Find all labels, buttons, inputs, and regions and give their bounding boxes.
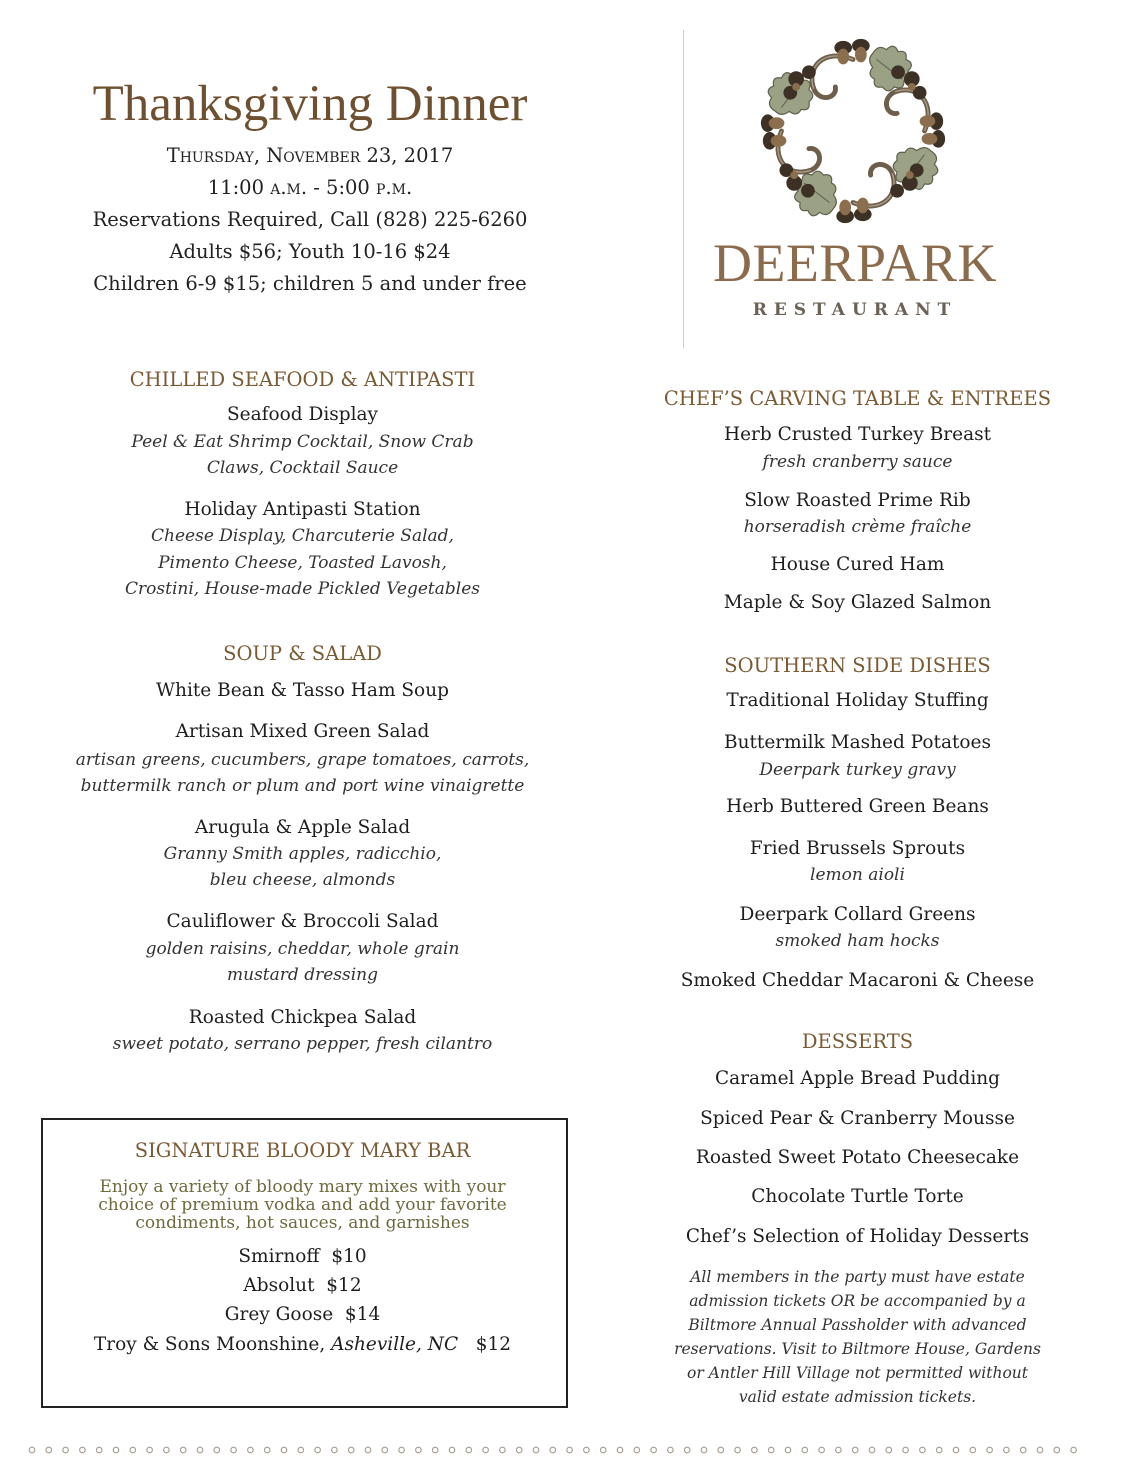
border-dot — [718, 1447, 724, 1453]
page-title: Thanksgiving Dinner — [92, 76, 528, 132]
menu-item: Deerpark Collard Greens — [739, 904, 976, 925]
drink-price: $12 — [326, 1275, 362, 1296]
border-dot — [1020, 1447, 1026, 1453]
menu-item: Roasted Sweet Potato Cheesecake — [695, 1147, 1020, 1168]
border-dot — [953, 1447, 959, 1453]
event-time: 11:00 a.m. - 5:00 p.m. — [207, 176, 413, 199]
border-dot — [785, 1447, 791, 1453]
border-dot — [248, 1447, 254, 1453]
menu-item: Herb Buttered Green Beans — [726, 796, 989, 817]
drink-name: Absolut — [243, 1275, 315, 1296]
drink-price-line — [40, 1273, 565, 1299]
drink-price: $14 — [344, 1304, 381, 1325]
menu-item: Traditional Holiday Stuffing — [726, 690, 989, 711]
border-dot — [869, 1447, 875, 1453]
border-dot — [886, 1447, 892, 1453]
border-dot — [500, 1447, 506, 1453]
border-dot — [147, 1447, 153, 1453]
menu-item-desc: buttermilk ranch or plum and port wine vinaigrette — [80, 776, 525, 796]
footnote-line: valid estate admission tickets. — [738, 1388, 977, 1406]
border-dot — [466, 1447, 472, 1453]
section-heading-soup-salad: SOUP & SALAD — [223, 642, 382, 665]
border-dot — [600, 1447, 606, 1453]
border-dot — [768, 1447, 774, 1453]
border-dot — [348, 1447, 354, 1453]
footnote-line: or Antler Hill Village not permitted without — [687, 1364, 1028, 1382]
border-dot — [365, 1447, 371, 1453]
child-pricing: Children 6-9 $15; children 5 and under free — [93, 272, 527, 295]
border-dot — [46, 1447, 52, 1453]
border-dot — [651, 1447, 657, 1453]
menu-item-desc: Cheese Display, Charcuterie Salad, — [151, 526, 454, 546]
restaurant-name: DEERPARK — [712, 233, 998, 293]
menu-item: Spiced Pear & Cranberry Mousse — [700, 1108, 1015, 1129]
menu-item: Herb Crusted Turkey Breast — [723, 424, 992, 445]
border-dot — [264, 1447, 270, 1453]
border-dot — [113, 1447, 119, 1453]
menu-item-desc: Granny Smith apples, radicchio, — [163, 844, 442, 864]
border-dot — [130, 1447, 136, 1453]
menu-item: Fried Brussels Sprouts — [749, 838, 966, 859]
menu-item-desc: horseradish crème fraîche — [743, 517, 972, 537]
border-dot — [1054, 1447, 1060, 1453]
menu-item: Buttermilk Mashed Potatoes — [723, 732, 991, 753]
menu-item-desc: fresh cranberry sauce — [762, 452, 953, 472]
menu-item: Seafood Display — [227, 404, 378, 425]
border-dot — [550, 1447, 556, 1453]
menu-item: Cauliflower & Broccoli Salad — [166, 911, 439, 932]
menu-item: Maple & Soy Glazed Salmon — [723, 592, 992, 613]
adult-pricing: Adults $56; Youth 10-16 $24 — [169, 240, 451, 263]
menu-item: Slow Roasted Prime Rib — [744, 490, 971, 511]
drink-name: Grey Goose — [224, 1304, 334, 1325]
drink-price: $12 — [475, 1334, 512, 1355]
menu-item: Roasted Chickpea Salad — [188, 1007, 417, 1028]
menu-item: Artisan Mixed Green Salad — [175, 721, 430, 742]
border-dot — [836, 1447, 842, 1453]
menu-item: Arugula & Apple Salad — [194, 817, 411, 838]
menu-item: Chocolate Turtle Torte — [751, 1186, 964, 1207]
border-dot — [1004, 1447, 1010, 1453]
border-dot — [483, 1447, 489, 1453]
border-dot — [936, 1447, 942, 1453]
border-dot — [584, 1447, 590, 1453]
border-dot — [634, 1447, 640, 1453]
border-dot — [617, 1447, 623, 1453]
menu-item-desc: Crostini, House-made Pickled Vegetables — [125, 579, 480, 599]
section-heading-sides: SOUTHERN SIDE DISHES — [724, 654, 991, 677]
border-dot — [668, 1447, 674, 1453]
menu-item-desc: Deerpark turkey gravy — [759, 760, 956, 780]
drink-price-line — [40, 1302, 565, 1328]
bar-intro-line: condiments, hot sauces, and garnishes — [135, 1213, 470, 1233]
menu-item: House Cured Ham — [770, 554, 945, 575]
section-heading-desserts: DESSERTS — [801, 1030, 914, 1053]
border-dot — [63, 1447, 69, 1453]
border-dot — [281, 1447, 287, 1453]
border-dot — [449, 1447, 455, 1453]
drink-price-line — [40, 1332, 565, 1358]
menu-item: Smoked Cheddar Macaroni & Cheese — [680, 970, 1035, 991]
section-heading-carving: CHEF’S CARVING TABLE & ENTREES — [663, 387, 1052, 410]
border-dot — [96, 1447, 102, 1453]
drink-name: Troy & Sons Moonshine, — [93, 1334, 326, 1355]
menu-item-desc: sweet potato, serrano pepper, fresh cilantro — [112, 1034, 493, 1054]
border-dot — [214, 1447, 220, 1453]
footnote-line: All members in the party must have estate — [690, 1268, 1025, 1286]
event-date: Thursday, November 23, 2017 — [166, 144, 454, 167]
border-dot — [567, 1447, 573, 1453]
border-dot — [752, 1447, 758, 1453]
menu-item-desc: Peel & Eat Shrimp Cocktail, Snow Crab — [131, 432, 474, 452]
drink-origin: Asheville, NC — [331, 1334, 459, 1355]
menu-item: Holiday Antipasti Station — [184, 499, 421, 520]
border-dot — [164, 1447, 170, 1453]
menu-item-desc: artisan greens, cucumbers, grape tomatoes, carrots, — [75, 750, 530, 770]
drink-price: $10 — [331, 1246, 367, 1267]
border-dot — [970, 1447, 976, 1453]
border-dot — [382, 1447, 388, 1453]
border-dot — [701, 1447, 707, 1453]
drink-name: Smirnoff — [238, 1246, 320, 1267]
menu-item: White Bean & Tasso Ham Soup — [156, 680, 449, 701]
bar-intro-line: choice of premium vodka and add your favorite — [98, 1195, 507, 1215]
border-dot — [80, 1447, 86, 1453]
border-dot — [819, 1447, 825, 1453]
menu-item-desc: smoked ham hocks — [775, 931, 940, 951]
acorn-wreath-icon — [755, 36, 951, 226]
border-dot — [332, 1447, 338, 1453]
border-dot — [197, 1447, 203, 1453]
menu-item: Caramel Apple Bread Pudding — [715, 1068, 1000, 1089]
menu-item-desc: Pimento Cheese, Toasted Lavosh, — [158, 553, 447, 573]
menu-item-desc: Claws, Cocktail Sauce — [206, 458, 399, 478]
menu-item-desc: golden raisins, cheddar, whole grain — [145, 939, 460, 959]
border-dot — [516, 1447, 522, 1453]
bar-intro-line: Enjoy a variety of bloody mary mixes with your — [99, 1177, 506, 1197]
drink-price-line — [40, 1244, 565, 1270]
menu-item-desc: lemon aioli — [810, 865, 905, 885]
border-dot — [315, 1447, 321, 1453]
reservation-info: Reservations Required, Call (828) 225-6260 — [92, 208, 528, 231]
border-dot — [684, 1447, 690, 1453]
border-dot — [231, 1447, 237, 1453]
border-dot — [1037, 1447, 1043, 1453]
border-dot — [920, 1447, 926, 1453]
dotted-border — [26, 1444, 1086, 1456]
footnote-line: reservations. Visit to Biltmore House, Gardens — [674, 1340, 1041, 1358]
border-dot — [903, 1447, 909, 1453]
section-heading-bloody-mary-bar: SIGNATURE BLOODY MARY BAR — [134, 1139, 471, 1162]
border-dot — [298, 1447, 304, 1453]
logo-divider — [683, 30, 684, 348]
border-dot — [399, 1447, 405, 1453]
border-dot — [735, 1447, 741, 1453]
footnote-line: Biltmore Annual Passholder with advanced — [688, 1316, 1027, 1334]
border-dot — [29, 1447, 35, 1453]
restaurant-subtitle: RESTAURANT — [752, 300, 958, 320]
menu-item-desc: mustard dressing — [227, 965, 378, 985]
border-dot — [987, 1447, 993, 1453]
section-heading-seafood: CHILLED SEAFOOD & ANTIPASTI — [129, 368, 476, 391]
border-dot — [416, 1447, 422, 1453]
border-dot — [533, 1447, 539, 1453]
footnote-line: admission tickets OR be accompanied by a — [689, 1292, 1026, 1310]
border-dot — [802, 1447, 808, 1453]
border-dot — [1071, 1447, 1077, 1453]
menu-item: Chef’s Selection of Holiday Desserts — [685, 1226, 1030, 1247]
border-dot — [852, 1447, 858, 1453]
menu-item-desc: bleu cheese, almonds — [209, 870, 396, 890]
border-dot — [180, 1447, 186, 1453]
border-dot — [432, 1447, 438, 1453]
